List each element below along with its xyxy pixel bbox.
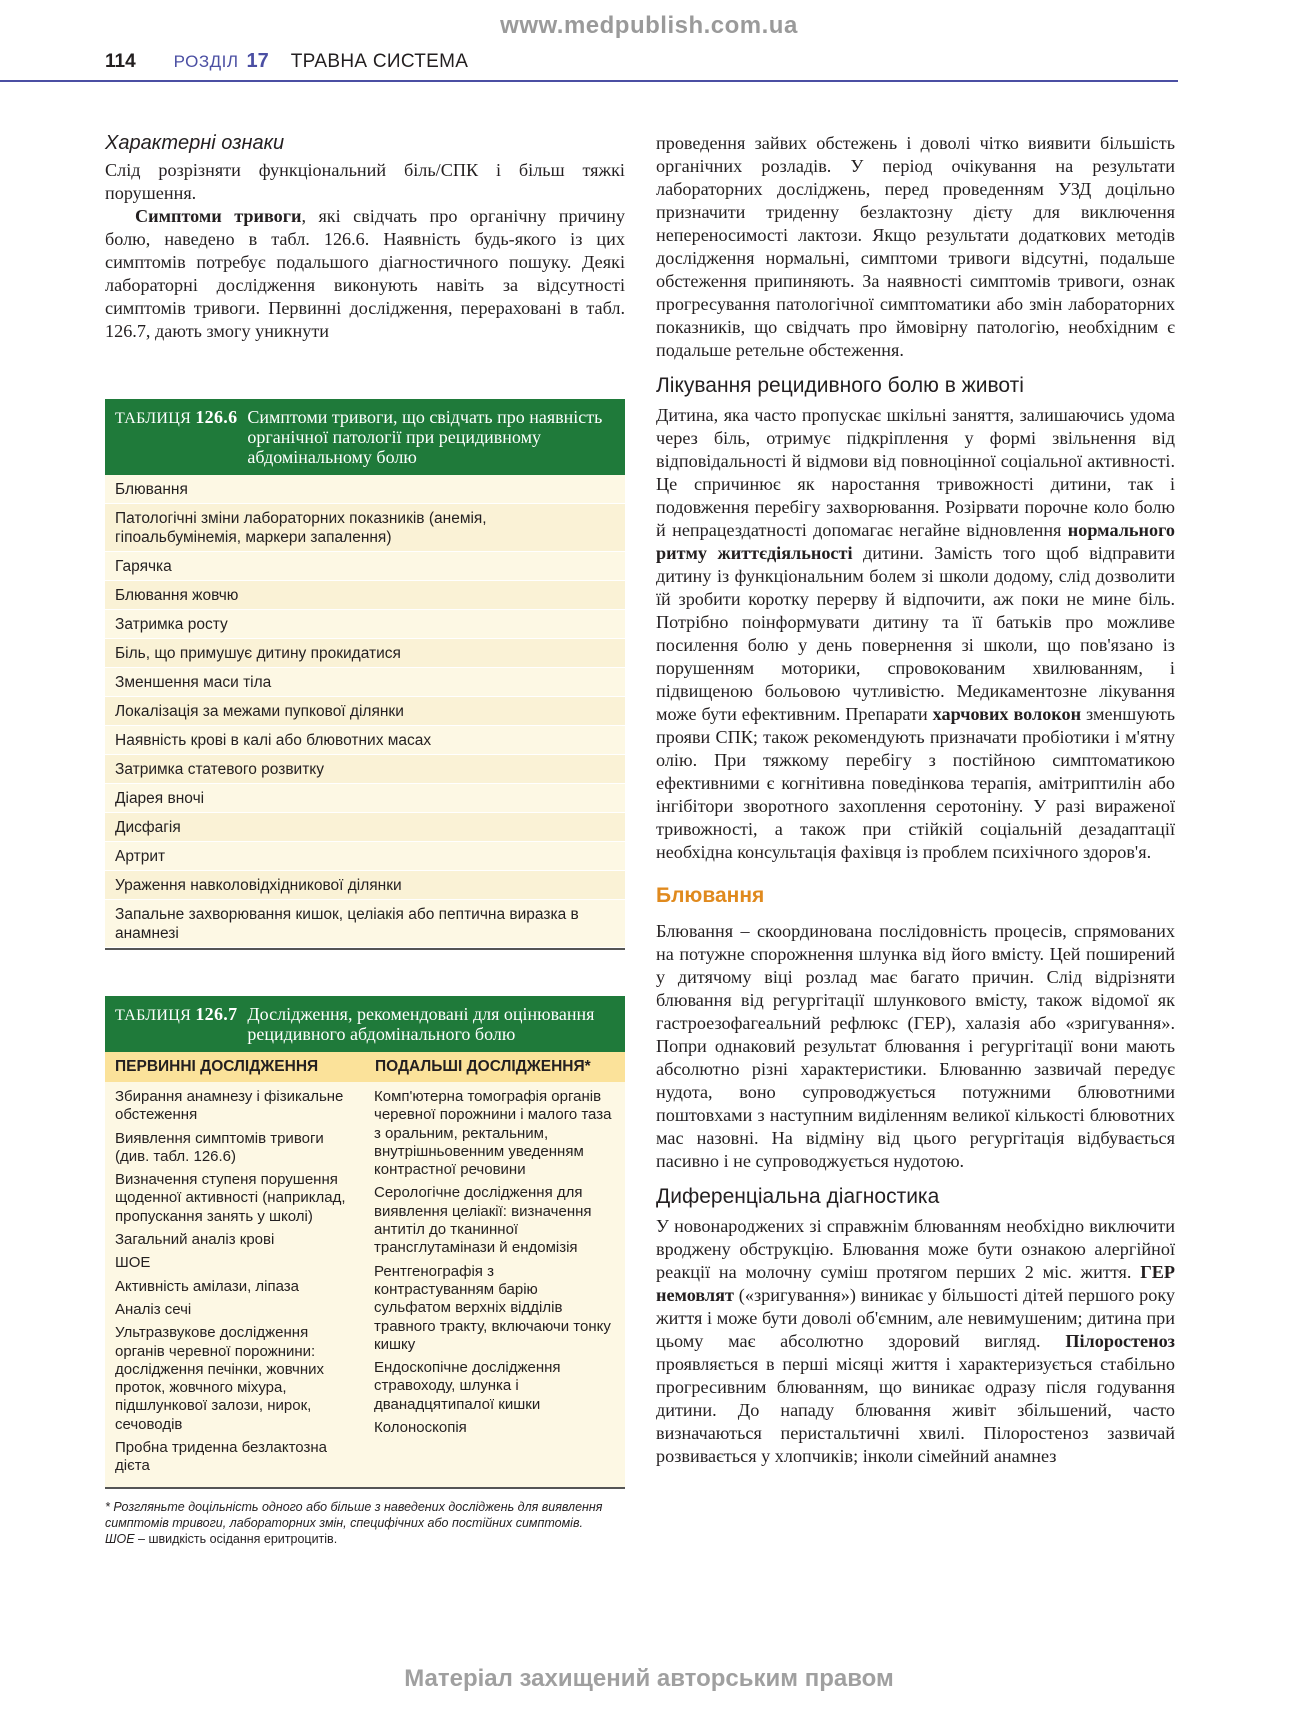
- list-item: Ендоскопічне дослідження стравоходу, шлунка і дванадцятипалої кишки: [374, 1359, 561, 1413]
- table-row: Патологічні зміни лабораторних показників (анемія, гіпоальбумінемія, маркери запалення): [105, 504, 625, 552]
- paragraph: [105, 205, 625, 343]
- list-item: Рентгенографія з контрастуванням барію сульфатом верхніх відділів травного тракту, включаючи тонку кишку: [374, 1262, 611, 1353]
- table-label: [115, 407, 237, 467]
- list-item: Визначення ступеня порушення щоденної активності (наприклад, пропускання занять у школі): [115, 1171, 346, 1225]
- table-row: Біль, що примушує дитину прокидатися: [105, 639, 625, 668]
- list-item: Колоноскопія: [374, 1419, 467, 1437]
- table-row: Дисфагія: [105, 813, 625, 842]
- table-row: Блювання жовчю: [105, 581, 625, 610]
- table-row: Ураження навколовідхідникової ділянки: [105, 871, 625, 900]
- paragraph-text: Дитина, яка часто пропускає шкільні заняття, залишаючись удома через біль, отримує підкріплення у формі звільнення від відповідальності й відмови від повноцінної соціальної активності. Це спричинює як наростання тривожності дитини, так і подовження перебігу захворювання. Розірвати порочне коло болю й непрацездатності допомагає негайне відновлення: [656, 405, 1175, 540]
- table-126-6: [105, 399, 625, 950]
- list-item: Пробна триденна безлактозна дієта: [115, 1439, 327, 1475]
- list-item: Виявлення симптомів тривоги (див. табл. 126.6): [115, 1129, 324, 1165]
- table-row: Наявність крові в калі або блювотних масах: [105, 726, 625, 755]
- section-heading: Лікування рецидивного болю в животі: [656, 374, 1024, 397]
- section-title: ТРАВНА СИСТЕМА: [290, 51, 469, 72]
- paragraph: Слід розрізняти функціональний біль/СПК і більш тяжкі порушення.: [105, 160, 625, 203]
- page-number: 114: [105, 51, 136, 72]
- page-header: [105, 50, 1175, 80]
- table-caption: [105, 996, 625, 1052]
- list-item: Активність амілази, ліпаза: [115, 1277, 300, 1295]
- list-item: Збирання анамнезу і фізикальне обстеження: [115, 1088, 344, 1124]
- list-item: ШОЕ: [115, 1254, 151, 1272]
- paragraph-text: («зригування») виникає у більшості дітей першого року життя і може бути доволі об'ємним, але невимушеним; дитина при цьому має абсолютно здоровий вигляд.: [656, 1285, 1175, 1351]
- list-item: Аналіз сечі: [115, 1300, 192, 1318]
- table-title: Симптоми тривоги, що свідчать про наявність органічної патології при рецидивному абдомінальному болю: [247, 407, 603, 467]
- list-item: Комп'ютерна томографія органів черевної порожнини і малого таза з оральним, ректальним, внутрішньовенним уведенням контрастної речовини: [374, 1088, 612, 1179]
- paragraph: проведення зайвих обстежень і доволі чітко виявити більшість органічних розладів. У період очікування на результати лабораторних досліджень, перед проведенням УЗД доцільно призначити триденну безлактозну дієту для виключення непереносимості лактози. Якщо результати додаткових методів дослідження нормальні, симптоми тривоги відсутні, подальше обстеження припиняють. За наявності симптомів тривоги, ознак прогресування патологічної симптоматики або змін лабораторних показників, що свідчать про ймовірну патологію, необхідним є подальше ретельне обстеження.: [656, 133, 1175, 360]
- table-header-row: [105, 1052, 625, 1082]
- section-heading: Диференціальна діагностика: [656, 1185, 940, 1208]
- table-caption: [105, 399, 625, 475]
- paragraph-text: проявляється в перші місяці життя і характеризується стабільно прогресивним блюванням, що виникає одразу після годування дитини. До нападу блювання живіт збільшений, часто визначаються перистальтичні хвилі. Пілоростеноз зазвичай розвивається у хлопчиків; інколи сімейний анамнез: [656, 1354, 1175, 1466]
- table-row: Гарячка: [105, 552, 625, 581]
- table-label-text: ТАБЛИЦЯ: [115, 410, 192, 427]
- list-item: Загальний аналіз крові: [115, 1231, 275, 1249]
- footnote-text: – швидкість осідання еритроцитів.: [134, 1531, 338, 1546]
- table-column-primary: [105, 1082, 364, 1487]
- section-label: РОЗДІЛ: [173, 52, 239, 71]
- table-rows: [105, 475, 625, 948]
- table-row: Затримка росту: [105, 610, 625, 639]
- table-title: Дослідження, рекомендовані для оцінювання рецидивного абдомінального болю: [247, 1004, 595, 1044]
- list-item: Серологічне дослідження для виявлення целіакії: визначення антитіл до тканинної трансглутамінази й ендомізія: [374, 1184, 592, 1257]
- paragraph: [656, 1215, 1175, 1468]
- watermark-top: www.medpublish.com.ua: [500, 12, 798, 39]
- footnote-text: * Розгляньте доцільність одного або більше з наведених досліджень для виявлення симптомів тривоги, лабораторних змін, специфічних або постійних симптомів.: [105, 1499, 603, 1530]
- section-heading-orange: Блювання: [656, 884, 765, 907]
- bold-term: Пілоростеноз: [1065, 1331, 1175, 1351]
- table-row: Локалізація за межами пупкової ділянки: [105, 697, 625, 726]
- paragraph: Блювання – скоординована послідовність процесів, спрямованих на потужне спорожнення шлунка від його вмісту. Цей поширений у дитячому віці розлад має багато причин. Слід відрізняти блювання від регургітації шлункового вмісту, також відомої як гастроезофагеальний рефлюкс (ГЕР), халазія або «зригування». Попри однаковий результат блювання і регургітації вони мають абсолютно різні характеристики. Блюванню зазвичай передує нудота, воно супроводжується потужними блювотними поштовхами з наступним виділенням великої кількості блювотних мас назовні. На відміну від цього регургітація відбувається пасивно і не супроводжується нудотою.: [656, 921, 1175, 1171]
- table-row: Блювання: [105, 475, 625, 504]
- column-header: ПОДАЛЬШІ ДОСЛІДЖЕННЯ*: [375, 1058, 591, 1075]
- list-item: Ультразвукове дослідження органів черевної порожнини: дослідження печінки, жовчних проток, жовчного міхура, підшлункової залози, нирок, сечоводів: [115, 1324, 324, 1433]
- section-number: 17: [246, 50, 269, 72]
- table-row: Артрит: [105, 842, 625, 871]
- table-number: 126.6: [195, 407, 238, 427]
- table-label: [115, 1004, 237, 1044]
- table-row: Зменшення маси тіла: [105, 668, 625, 697]
- table-body: [105, 1082, 625, 1487]
- table-126-7: [105, 996, 625, 1547]
- left-column: [105, 132, 625, 1547]
- watermark-bottom: Матеріал захищений авторським правом: [404, 1665, 894, 1692]
- table-number: 126.7: [195, 1004, 238, 1024]
- column-header: ПЕРВИННІ ДОСЛІДЖЕННЯ: [115, 1058, 319, 1075]
- subheading: Характерні ознаки: [105, 132, 285, 154]
- table-column-further: [364, 1082, 622, 1487]
- table-footnote: [105, 1499, 625, 1547]
- table-row: Запальне захворювання кишок, целіакія або пептична виразка в анамнезі: [105, 900, 625, 948]
- paragraph-text: У новонароджених зі справжнім блюванням необхідно виключити вроджену обструкцію. Блювання може бути ознакою алергійної реакції на молочну суміш протягом перших 2 міс. життя.: [656, 1216, 1175, 1282]
- bold-term: Симптоми тривоги: [135, 206, 302, 226]
- table-row: Затримка статевого розвитку: [105, 755, 625, 784]
- table-bottom-rule: [105, 1487, 625, 1489]
- header-rule: [0, 80, 1178, 82]
- table-label-text: ТАБЛИЦЯ: [115, 1007, 192, 1024]
- table-row: Діарея вночі: [105, 784, 625, 813]
- paragraph-text: зменшують прояви СПК; також рекомендують призначати пробіотики і м'ятну олію. При тяжкому перебігу з постійною симптоматикою ефективними є когнітивна поведінкова терапія, амітриптилін або інгібітори зворотного захоплення серотоніну. У разі вираженої тривожності, а також при стійкій соціальній дезадаптації необхідна консультація фахівця із проблем психічного здоров'я.: [656, 704, 1175, 862]
- paragraph-text: дитини. Замість того щоб відправити дитину із функціональним болем зі школи додому, слід дозволити їй зробити коротку перерву й відпочити, аж поки не мине біль. Потрібно поінформувати дитину та її батьків про можливе посилення болю у день повернення зі школи, що пов'язано із порушенням моторики, спровокованим хвилюванням, і підвищеною больовою чутливістю. Медикаментозне лікування може бути ефективним. Препарати: [656, 543, 1176, 724]
- paragraph-text: , які свідчать про органічну причину болю, наведено в табл. 126.6. Наявність будь-якого із цих симптомів потребує подальшого діагностичного пошуку. Деякі лабораторні дослідження виконують навіть за відсутності симптомів тривоги. Первинні дослідження, перераховані в табл. 126.7, дають змогу уникнути: [105, 206, 625, 341]
- bold-term: харчових волокон: [932, 704, 1082, 724]
- bold-term: нормального ритму життєдіяльності: [656, 520, 1175, 563]
- paragraph: [656, 404, 1175, 864]
- right-column: [656, 132, 1175, 1468]
- footnote-abbr: ШОЕ: [105, 1531, 135, 1546]
- bold-term: ГЕР немовлят: [656, 1262, 1175, 1305]
